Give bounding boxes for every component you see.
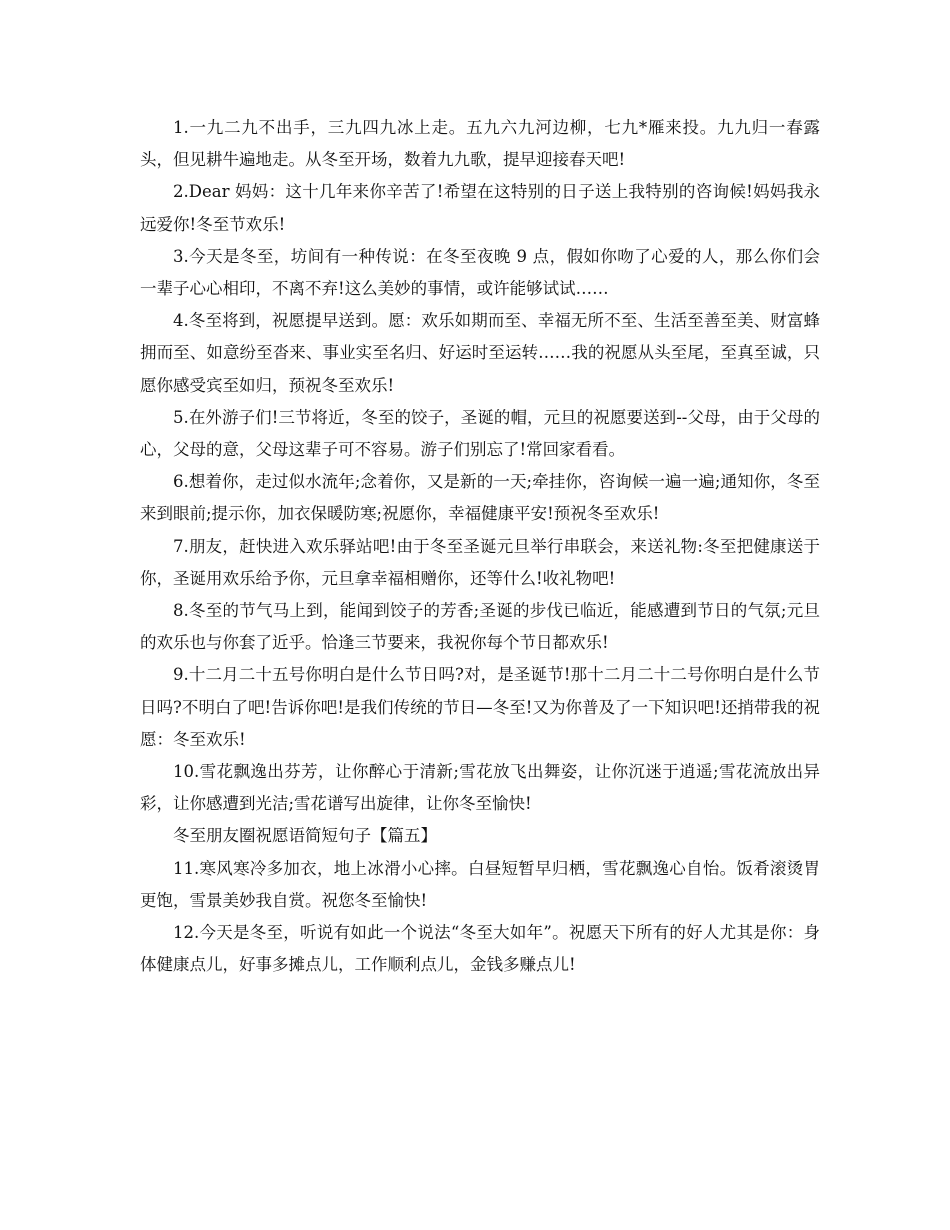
section-heading: 冬至朋友圈祝愿语简短句子【篇五】 <box>173 826 437 846</box>
paragraph-9: 9.十二月二十五号你明白是什么节日吗?对，是圣诞节!那十二月二十二号你明白是什么节日吗?不明白了吧!告诉你吧!是我们传统的节日—冬至!又为你普及了一下知识吧!还捎带我的祝愿：冬至欢乐! <box>140 665 820 749</box>
paragraph-12: 12.今天是冬至，听说有如此一个说法“冬至大如年”。祝愿天下所有的好人尤其是你：身体健康点儿，好事多摊点儿，工作顺利点儿，金钱多赚点儿! <box>140 923 820 975</box>
paragraph-7: 7.朋友，赶快进入欢乐驿站吧!由于冬至圣诞元旦举行串联会，来送礼物:冬至把健康送于你，圣诞用欢乐给予你，元旦拿幸福相赠你，还等什么!收礼物吧! <box>140 536 820 588</box>
paragraph-10: 10.雪花飘逸出芬芳，让你醉心于清新;雪花放飞出舞姿，让你沉迷于逍遥;雪花流放出异彩，让你感遭到光洁;雪花谱写出旋律，让你冬至愉快! <box>140 762 820 814</box>
paragraph-4: 4.冬至将到，祝愿提早送到。愿：欢乐如期而至、幸福无所不至、生活至善至美、财富蜂拥而至、如意纷至沓来、事业实至名归、好运时至运转……我的祝愿从头至尾，至真至诚，只愿你感受宾至如归，预祝冬至欢乐! <box>140 311 820 395</box>
paragraph-2: 2.Dear 妈妈：这十几年来你辛苦了!希望在这特别的日子送上我特别的咨询候!妈妈我永远爱你!冬至节欢乐! <box>140 182 820 234</box>
paragraph-3: 3.今天是冬至，坊间有一种传说：在冬至夜晚 9 点，假如你吻了心爱的人，那么你们会一辈子心心相印，不离不弃!这么美妙的事情，或许能够试试…… <box>140 246 820 299</box>
paragraph-6: 6.想着你，走过似水流年;念着你，又是新的一天;牵挂你，咨询候一遍一遍;通知你，冬至来到眼前;提示你，加衣保暖防寒;祝愿你，幸福健康平安!预祝冬至欢乐! <box>140 472 820 524</box>
paragraph-8: 8.冬至的节气马上到，能闻到饺子的芳香;圣诞的步伐已临近，能感遭到节日的气氛;元旦的欢乐也与你套了近乎。恰逢三节要来，我祝你每个节日都欢乐! <box>140 601 820 653</box>
paragraph-1: 1.一九二九不出手，三九四九冰上走。五九六九河边柳，七九*雁来投。九九归一春露头，但见耕牛遍地走。从冬至开场，数着九九歌，提早迎接春天吧! <box>140 118 820 170</box>
paragraph-11: 11.寒风寒冷多加衣，地上冰滑小心摔。白昼短暂早归栖，雪花飘逸心自怡。饭肴滚烫胃更饱，雪景美妙我自赏。祝您冬至愉快! <box>140 858 820 910</box>
paragraph-5: 5.在外游子们!三节将近，冬至的饺子，圣诞的帽，元旦的祝愿要送到--父母，由于父母的心，父母的意，父母这辈子可不容易。游子们别忘了!常回家看看。 <box>140 407 820 460</box>
document-page <box>140 112 820 981</box>
